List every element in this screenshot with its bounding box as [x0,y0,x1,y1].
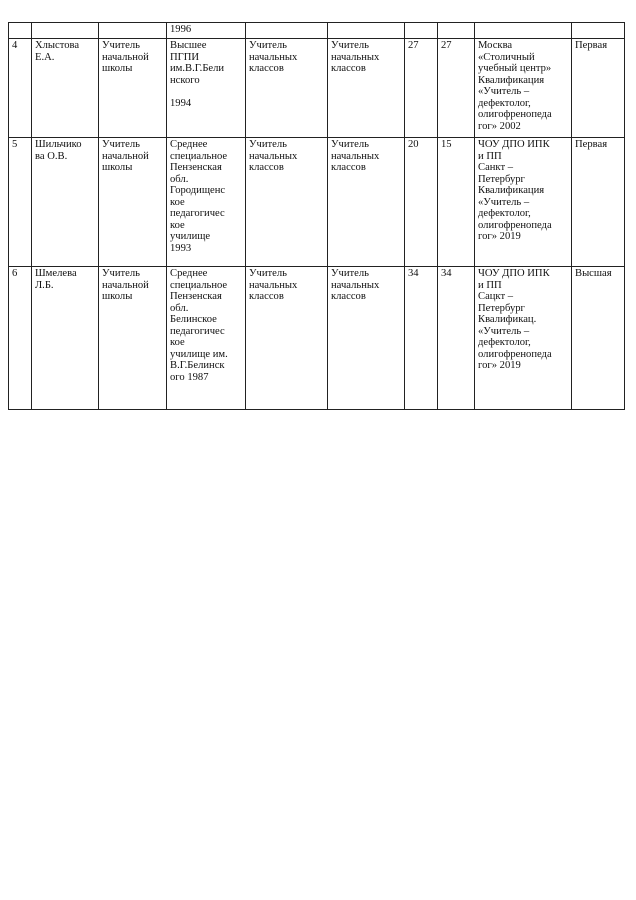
cell-num: 5 [9,138,32,267]
cell-ped-experience [438,23,475,39]
cell-education [167,39,246,138]
cell-education: Среднее специальное Пензенская обл. Городищенс кое педагогичес кое училище 1993 [167,138,246,267]
cell-category: Первая [572,138,625,267]
cell-category: Первая [572,39,625,138]
education-text: Высшее ПГПИ им.В.Г.Бели нского [170,40,225,86]
cell-courses: Москва «Столичный учебный центр» Квалификация «Учитель – дефектолог, олигофренопеда гог» 2002 [475,39,572,138]
cell-name: Шильчико ва О.В. [32,138,99,267]
staff-table [8,22,625,410]
cell-qualification [328,23,405,39]
cell-specialty: Учитель начальных классов [246,138,328,267]
table-row [9,267,625,410]
cell-name: Хлыстова Е.А. [32,39,99,138]
cell-ped-experience: 27 [438,39,475,138]
cell-name [32,23,99,39]
cell-name: Шмелева Л.Б. [32,267,99,410]
cell-position [99,23,167,39]
cell-courses [475,23,572,39]
cell-category: Высшая [572,267,625,410]
cell-position: Учитель начальной школы [99,39,167,138]
cell-specialty: Учитель начальных классов [246,267,328,410]
cell-courses: ЧОУ ДПО ИПК и ПП Санкт – Петербург Квалификация «Учитель – дефектолог, олигофренопеда гог» 2019 [475,138,572,267]
cell-specialty [246,23,328,39]
cell-total-experience [405,23,438,39]
cell-ped-experience: 15 [438,138,475,267]
cell-education: Среднее специальное Пензенская обл. Белинское педагогичес кое училище им. В.Г.Белинск ого 1987 [167,267,246,410]
cell-num [9,23,32,39]
cell-category [572,23,625,39]
cell-education: 1996 [167,23,246,39]
cell-qualification: Учитель начальных классов [328,267,405,410]
cell-total-experience: 27 [405,39,438,138]
cell-qualification: Учитель начальных классов [328,39,405,138]
table-row [9,39,625,138]
cell-total-experience: 34 [405,267,438,410]
cell-ped-experience: 34 [438,267,475,410]
cell-specialty: Учитель начальных классов [246,39,328,138]
cell-position: Учитель начальной школы [99,138,167,267]
table-row [9,138,625,267]
cell-num: 4 [9,39,32,138]
cell-num: 6 [9,267,32,410]
cell-total-experience: 20 [405,138,438,267]
cell-position: Учитель начальной школы [99,267,167,410]
education-year: 1994 [170,97,192,109]
cell-qualification: Учитель начальных классов [328,138,405,267]
table-row-continued [9,23,625,39]
cell-courses: ЧОУ ДПО ИПК и ПП Сацкт – Петербург Квалификац. «Учитель – дефектолог, олигофренопеда гог» 2019 [475,267,572,410]
